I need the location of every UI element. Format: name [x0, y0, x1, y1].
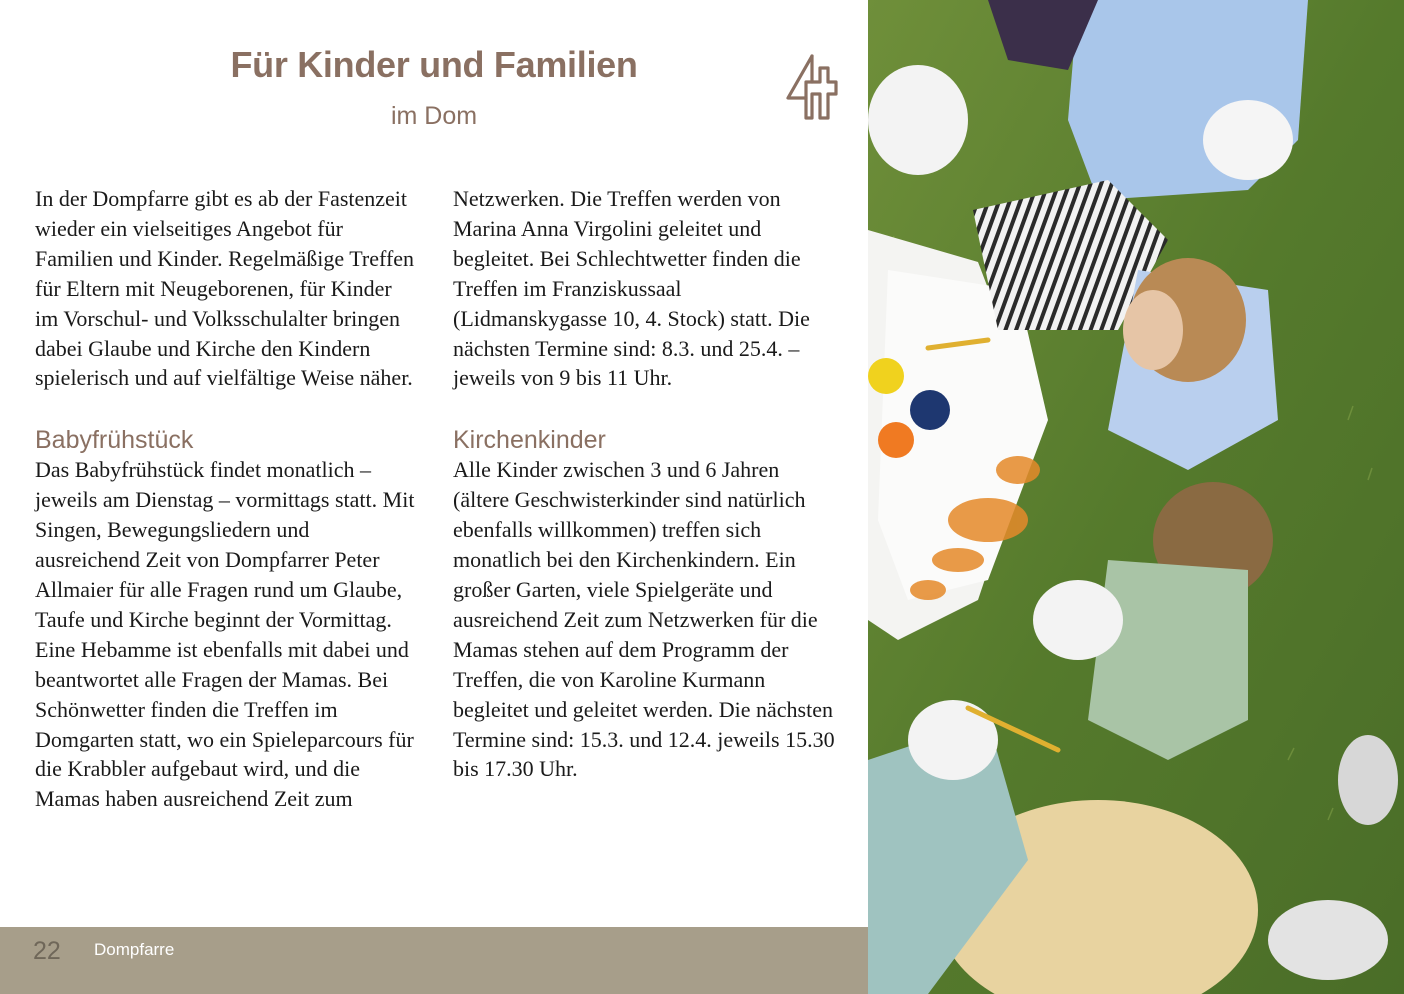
intro-paragraph: In der Dompfarre gibt es ab der Fastenzeit wieder ein vielseitiges Angebot für Familien und Kinder. Regelmäßige Treffen für Eltern mit Neugeborenen, für Kinder im Vorschul- und Volksschulalter bringen dabei Glaube und Kirche den Kindern spielerisch und auf vielfältige Weise näher. [35, 186, 415, 391]
number-four-cross-icon [782, 52, 840, 124]
babyfruehstueck-paragraph: Das Babyfrühstück findet monatlich – jeweils am Dienstag – vormittags statt. Mit Singen, Bewegungsliedern und ausreichend Zeit von Dompfarrer Peter Allmaier für alle Fragen rund um Glaube, Taufe und Kirche beginnt der Vormittag. Eine Hebamme ist ebenfalls mit dabei und beantwortet alle Fragen der Mamas. Bei Schönwetter finden die Treffen im Domgarten statt, wo ein Spieleparcours für die Krabbler aufgebaut wird, und die Mamas haben ausreichend Zeit zum [35, 457, 415, 812]
page-title: Für Kinder und Familien [230, 44, 638, 85]
heading-kirchenkinder: Kirchenkinder [453, 426, 606, 455]
footer-bar [0, 927, 868, 994]
continuation-paragraph: Netzwerken. Die Treffen werden von Marina Anna Virgolini geleitet und begleitet. Bei Schlechtwetter finden die Treffen im Franziskussaal (Lidmanskygasse 10, 4. Stock) statt. Die nächsten Termine sind: 8.3. und 25.4. – jeweils von 9 bis 11 Uhr. [453, 186, 810, 391]
kirchenkinder-paragraph: Alle Kinder zwischen 3 und 6 Jahren (ältere Geschwisterkinder sind natürlich ebenfalls willkommen) treffen sich monatlich bei den Kirchenkindern. Ein großer Garten, viele Spielgeräte und ausreichend Zeit zum Netzwerken für die Mamas stehen auf dem Programm der Treffen, die von Karoline Kurmann begleitet und geleitet werden. Die nächsten Termine sind: 15.3. und 12.4. jeweils 15.30 bis 17.30 Uhr. [453, 457, 835, 782]
left-column [35, 184, 419, 814]
children-painting-photo [868, 0, 1404, 994]
page-number: 22 [33, 937, 61, 965]
footer-section-label: Dompfarre [94, 940, 175, 959]
photo-illustration [868, 0, 1404, 994]
heading-babyfruehstueck: Babyfrühstück [35, 426, 194, 455]
page-subtitle: im Dom [390, 102, 478, 130]
right-column [453, 184, 837, 784]
